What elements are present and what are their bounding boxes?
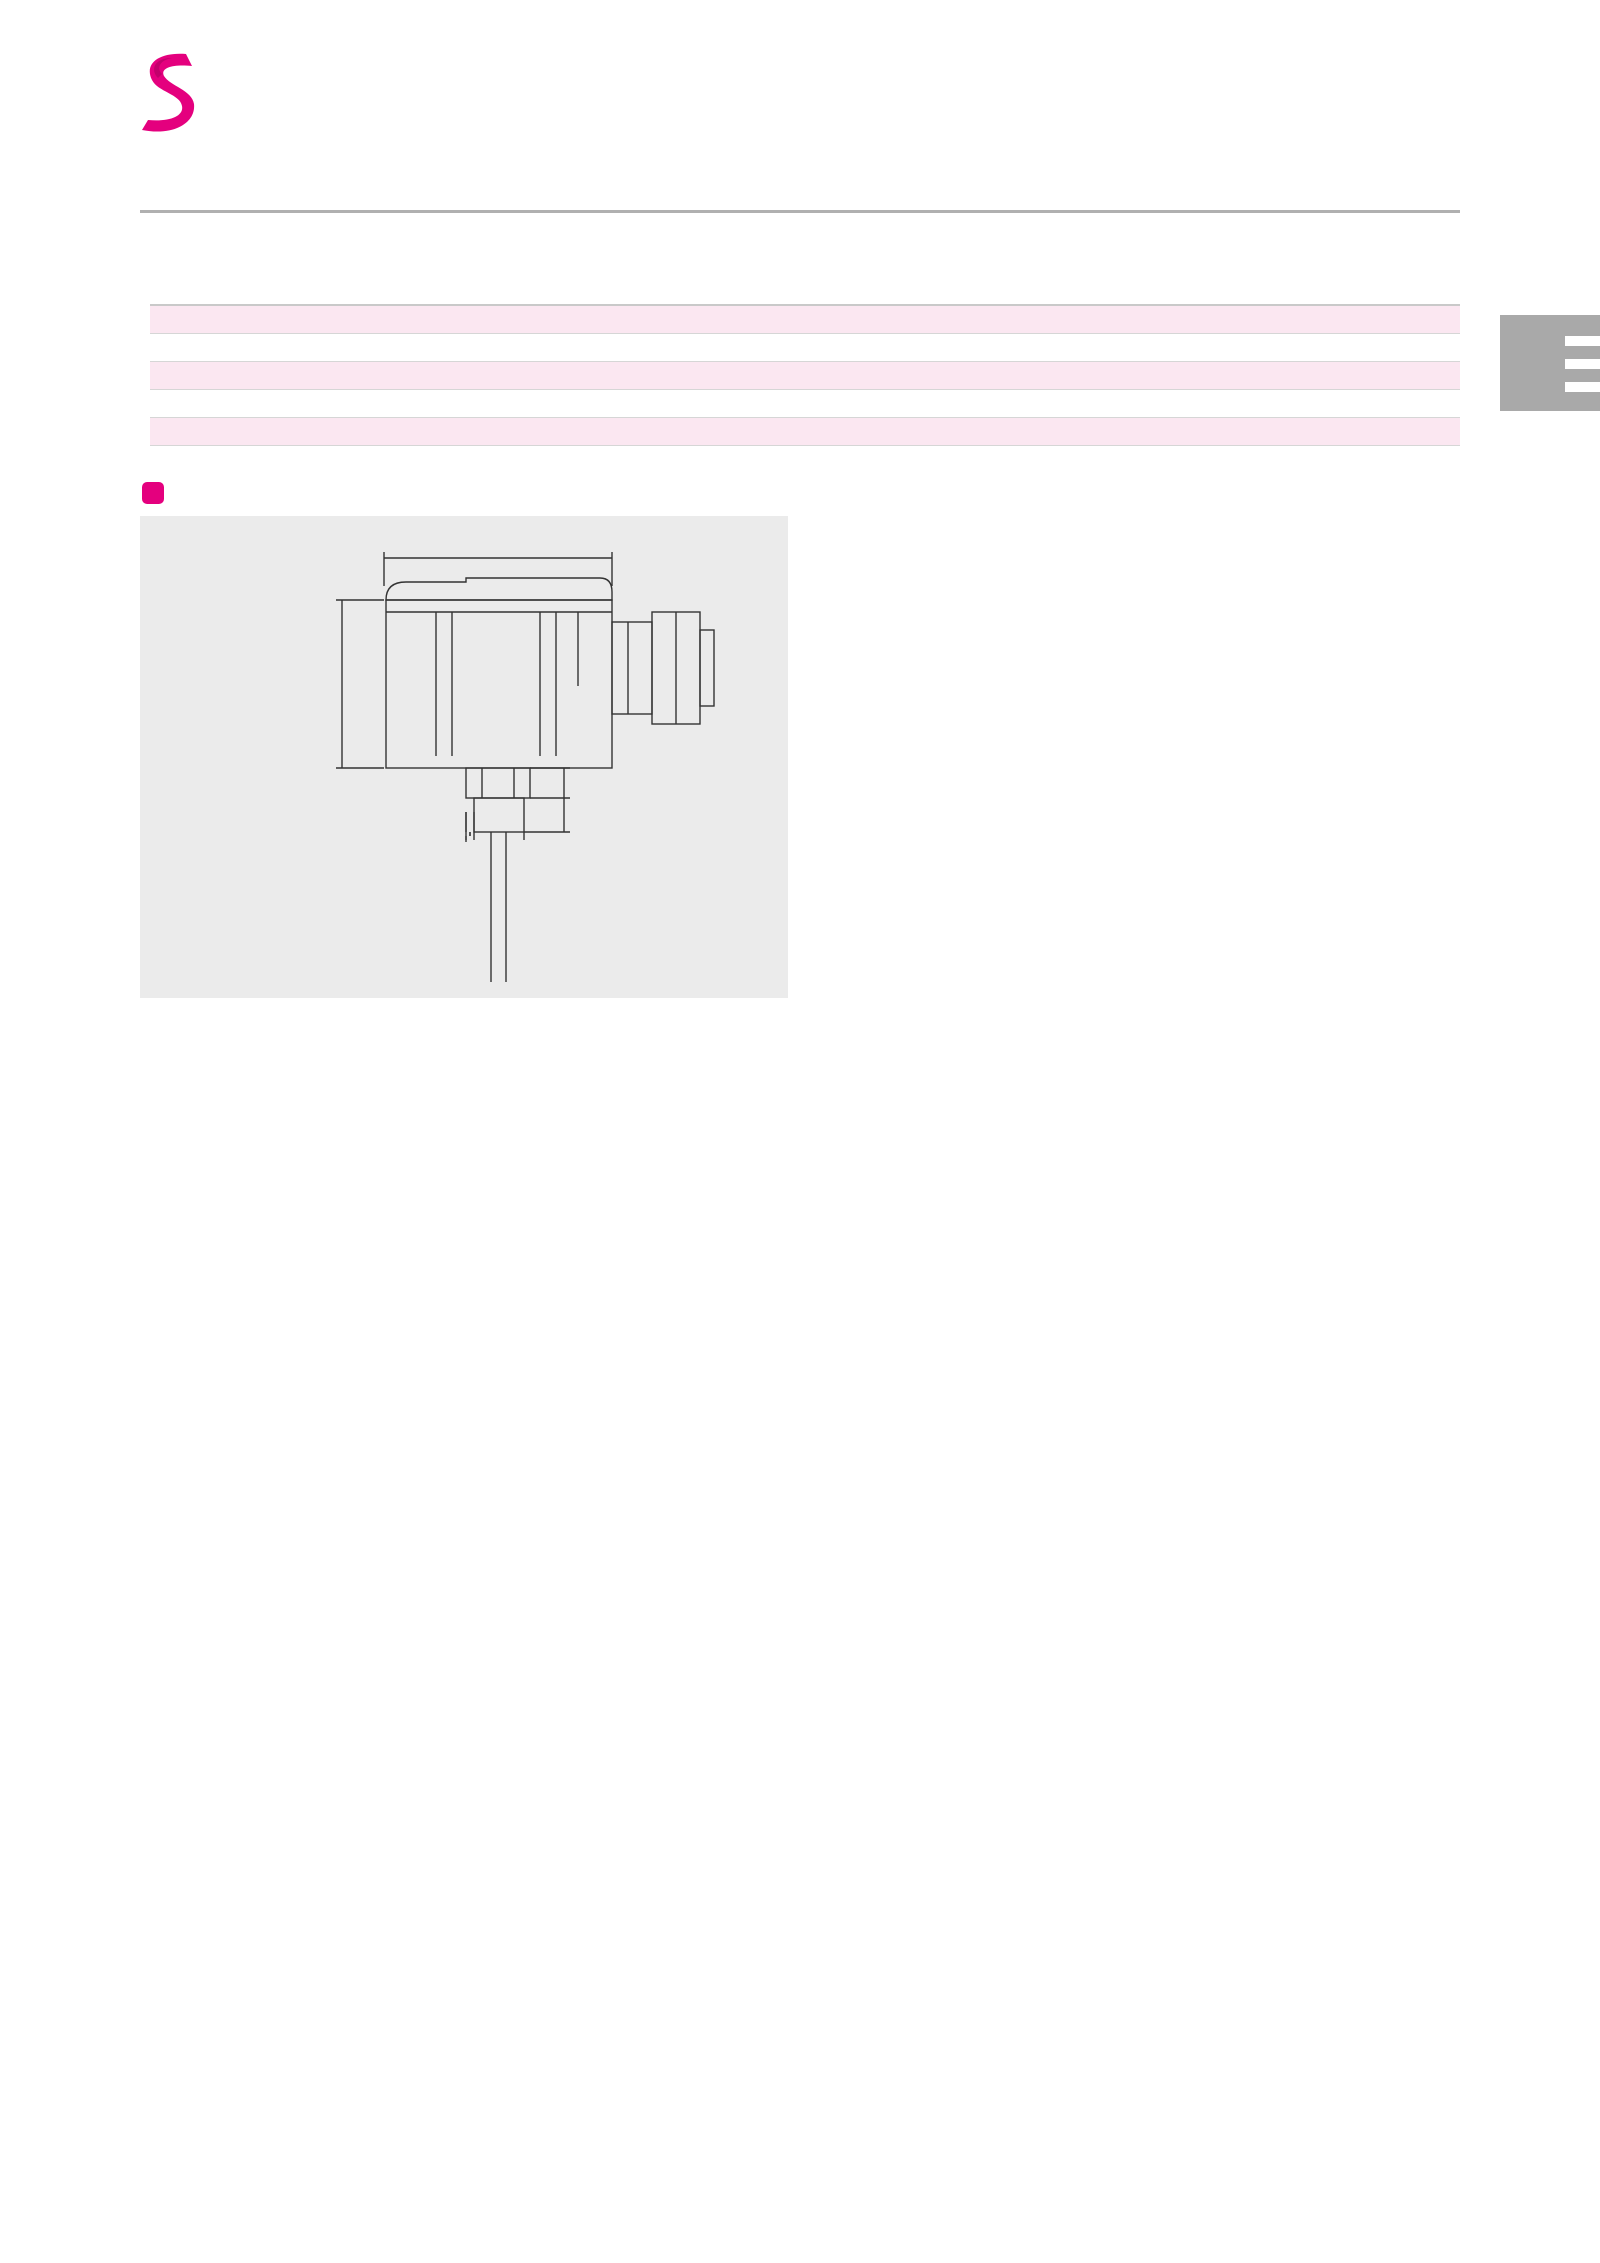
table-row bbox=[150, 334, 1460, 362]
section-bullet-icon bbox=[142, 482, 164, 504]
table-row bbox=[150, 418, 1460, 446]
title-divider bbox=[140, 210, 1460, 213]
gland-sensor-drawing bbox=[140, 516, 788, 998]
sensit-logo-icon bbox=[138, 50, 204, 134]
section-e-icon bbox=[1565, 336, 1600, 392]
dims-panel-left bbox=[140, 516, 788, 998]
params-table bbox=[150, 304, 1460, 446]
table-row bbox=[150, 390, 1460, 418]
table-row bbox=[150, 306, 1460, 334]
table-row bbox=[150, 362, 1460, 390]
